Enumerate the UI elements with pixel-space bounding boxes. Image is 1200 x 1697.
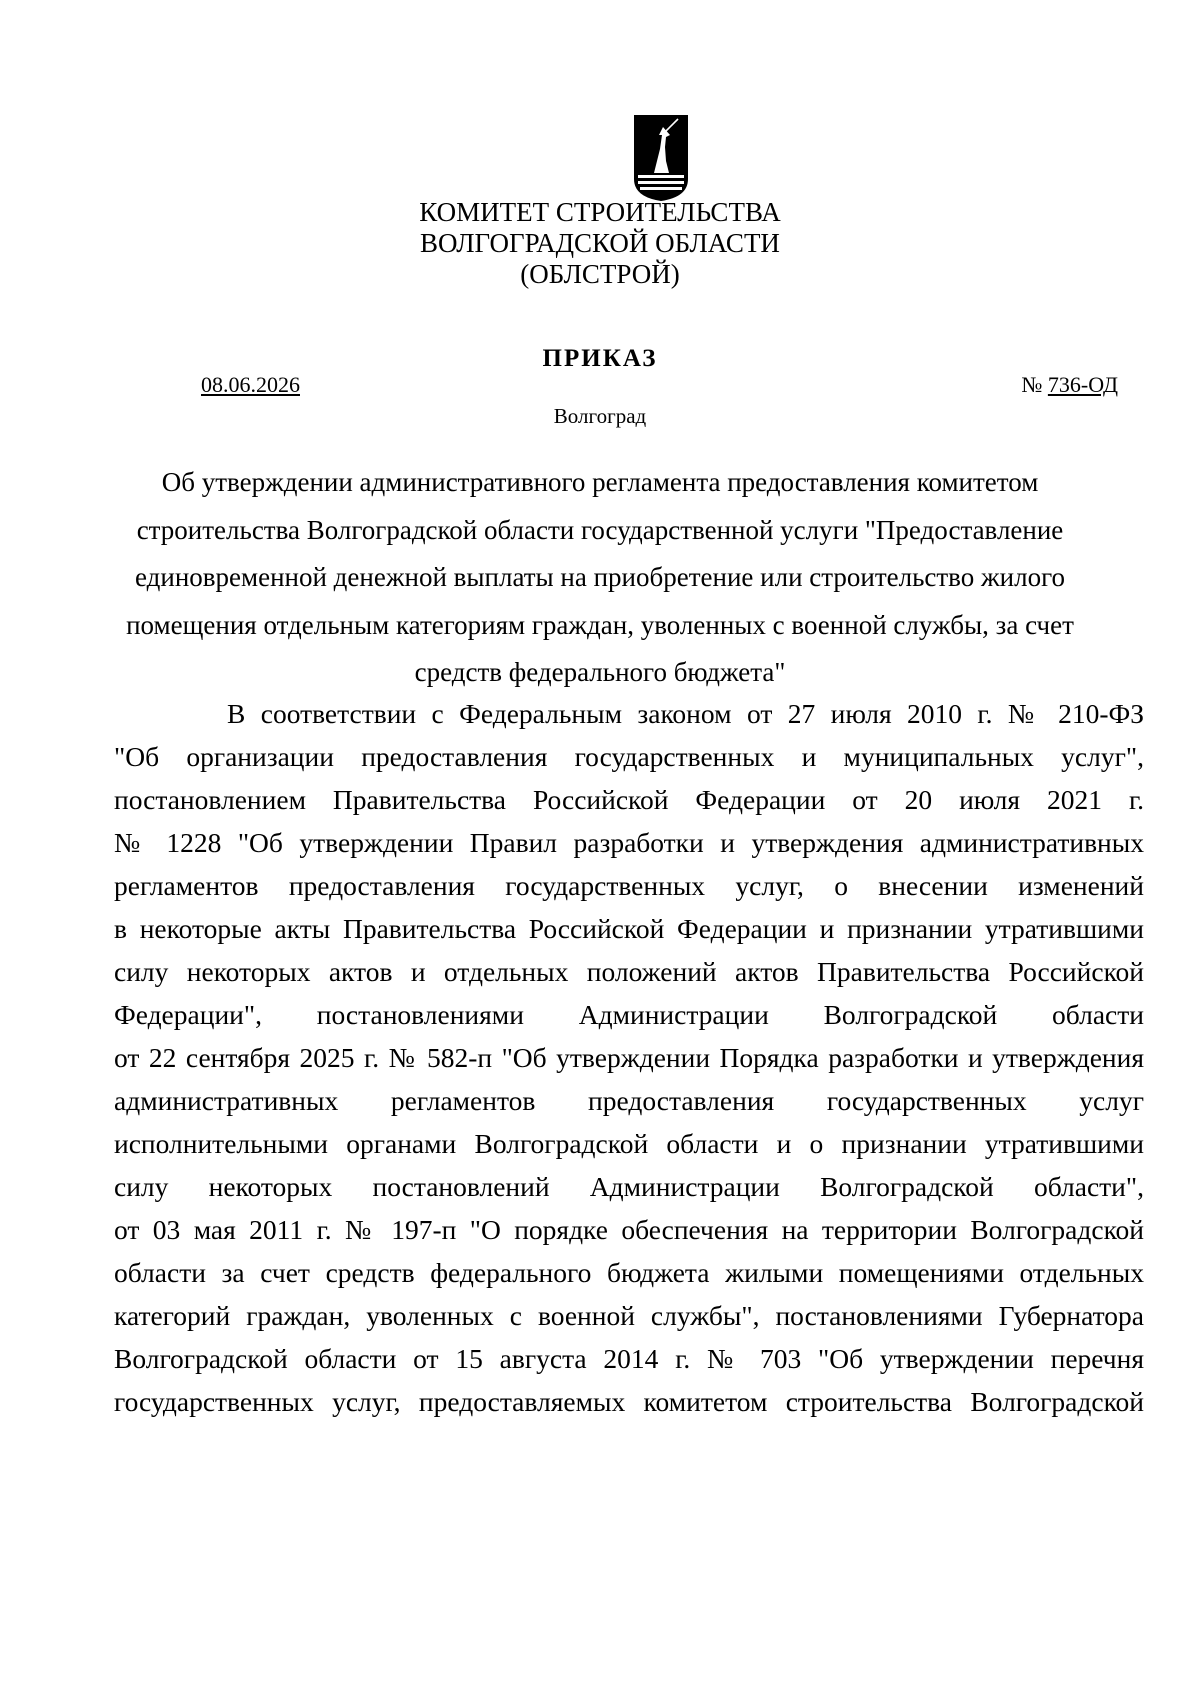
body-line: в некоторые акты Правительства Российской Федерации и признании утратившими <box>114 913 1144 944</box>
body-line: от 22 сентября 2025 г. № 582-п "Об утверждении Порядка разработки и утверждения <box>114 1042 1144 1073</box>
order-date: 08.06.2026 <box>201 372 300 397</box>
order-number-prefix: № <box>1021 372 1048 397</box>
order-number <box>1021 372 1118 398</box>
body-line: Федерации", постановлениями Администрации Волгоградской области <box>114 999 1144 1030</box>
body-line: силу некоторых постановлений Администрации Волгоградской области", <box>114 1171 1144 1202</box>
order-number-value: 736-ОД <box>1047 372 1118 397</box>
body-line: В соответствии с Федеральным законом от 27 июля 2010 г. № 210-ФЗ <box>227 698 1144 729</box>
body-line: силу некоторых актов и отдельных положений актов Правительства Российской <box>114 956 1144 987</box>
org-name-line-2: ВОЛГОГРАДСКОЙ ОБЛАСТИ <box>420 228 780 258</box>
body-line: административных регламентов предоставления государственных услуг <box>114 1085 1144 1116</box>
body-line: постановлением Правительства Российской Федерации от 20 июля 2021 г. <box>114 784 1144 815</box>
body-line: исполнительными органами Волгоградской области и о признании утратившими <box>114 1128 1144 1159</box>
org-name-abbreviation: (ОБЛСТРОЙ) <box>520 259 680 289</box>
volgograd-coat-of-arms-icon <box>632 113 690 203</box>
body-line: государственных услуг, предоставляемых комитетом строительства Волгоградской <box>114 1386 1144 1417</box>
order-title: ПРИКАЗ <box>542 345 658 372</box>
body-line: Волгоградской области от 15 августа 2014 г. № 703 "Об утверждении перечня <box>114 1343 1144 1374</box>
body-line: регламентов предоставления государственных услуг, о внесении изменений <box>114 870 1144 901</box>
body-line: № 1228 "Об утверждении Правил разработки и утверждения административных <box>114 827 1144 858</box>
body-line: "Об организации предоставления государственных и муниципальных услуг", <box>114 741 1144 772</box>
order-subject: Об утверждении административного регламента предоставления комитетом строительства Волгоградской области государственной услуги "Предоставление единовременной денежной выплаты на приобретение или строительство жилого помещения отдельным категориям граждан, уволенных с военной службы, за счет средств федерального бюджета" <box>126 467 1074 687</box>
org-name-line-1: КОМИТЕТ СТРОИТЕЛЬСТВА <box>419 197 781 227</box>
body-line: от 03 мая 2011 г. № 197-п "О порядке обеспечения на территории Волгоградской <box>114 1214 1144 1245</box>
order-city: Волгоград <box>553 404 647 428</box>
body-line: области за счет средств федерального бюджета жилыми помещениями отдельных <box>114 1257 1144 1288</box>
body-line: категорий граждан, уволенных с военной службы", постановлениями Губернатора <box>114 1300 1144 1331</box>
